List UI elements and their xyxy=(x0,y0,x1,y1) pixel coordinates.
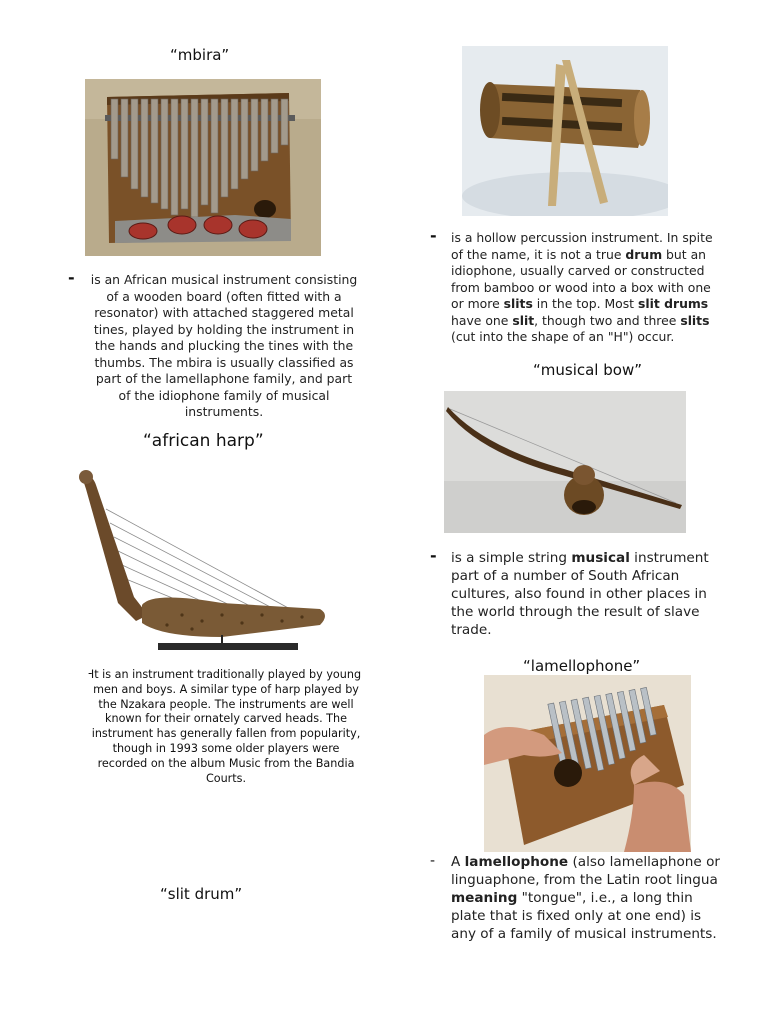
slit-drum-bold-slit-drums: slit drums xyxy=(637,296,709,311)
african-harp-image xyxy=(72,465,334,655)
african-harp-title: “african harp” xyxy=(143,431,264,451)
lamellophone-text-2: (also lamellaphone or linguaphone, from the Latin root lingua xyxy=(451,854,720,888)
musical-bow-description xyxy=(451,549,723,639)
slit-drum-text-6: (cut into the shape of an "H") occur. xyxy=(451,329,675,344)
mbira-title: “mbira” xyxy=(170,46,230,64)
lamellophone-bold-meaning: meaning xyxy=(451,890,518,906)
slit-drum-image xyxy=(462,46,668,216)
musical-bow-text-1: is a simple string xyxy=(451,550,572,566)
lamellophone-text-1: A xyxy=(451,854,465,870)
lamellophone-title: “lamellophone” xyxy=(523,657,641,675)
slit-drum-text-1: is a hollow percussion instrument. In spite of the name, it is not a true xyxy=(451,230,713,262)
slit-drum-description xyxy=(451,230,723,346)
slit-drum-bold-drum: drum xyxy=(625,246,663,262)
mbira-bullet: - xyxy=(68,268,75,287)
slit-drum-text-3: in the top. Most xyxy=(532,296,638,311)
african-harp-description: It is an instrument traditionally played by young men and boys. A similar type of harp played by the Nzakara people. The instruments are well known for their ornately carved heads. The instrument has generally fallen from popularity, though in 1993 some older players were recorded on the album Music from the Bandia Courts. xyxy=(90,668,362,785)
african-harp-bullet: - xyxy=(88,666,93,680)
mbira-description: is an African musical instrument consisting of a wooden board (often fitted with a resonator) with attached staggered metal tines, played by holding the instrument in the hands and plucking the tines with the thumbs. The mbira is usually classified as part of the lamellaphone family, and part of the idiophone family of musical instruments. xyxy=(90,272,358,419)
musical-bow-text-2: instrument part of a number of South African cultures, also found in other places in the world through the result of slave trade. xyxy=(451,550,709,638)
lamellophone-bullet: - xyxy=(430,853,436,869)
slit-drum-bold-slits: slits xyxy=(503,296,533,311)
lamellophone-text-3: "tongue", i.e., a long thin plate that is fixed only at one end) is any of a family of musical instruments. xyxy=(451,890,717,942)
slit-drum-text-2: but an idiophone, usually carved or constructed from bamboo or wood into a box with one or more xyxy=(451,246,711,311)
slit-drum-title: “slit drum” xyxy=(160,885,243,903)
slit-drum-bold-slit: slit xyxy=(512,312,535,328)
musical-bow-title: “musical bow” xyxy=(533,361,642,379)
slit-drum-text-5: , though two and three xyxy=(534,312,681,328)
slit-drum-bold-slits-2: slits xyxy=(680,312,710,328)
mbira-image xyxy=(85,79,321,256)
musical-bow-bullet: - xyxy=(430,546,437,565)
slit-drum-text-4: have one xyxy=(451,312,513,328)
musical-bow-image xyxy=(444,391,686,533)
lamellophone-bold-term: lamellophone xyxy=(464,854,569,870)
musical-bow-bold-musical: musical xyxy=(571,550,630,566)
lamellophone-description xyxy=(451,853,729,943)
slit-drum-bullet: - xyxy=(430,226,437,245)
lamellophone-image xyxy=(484,675,691,852)
